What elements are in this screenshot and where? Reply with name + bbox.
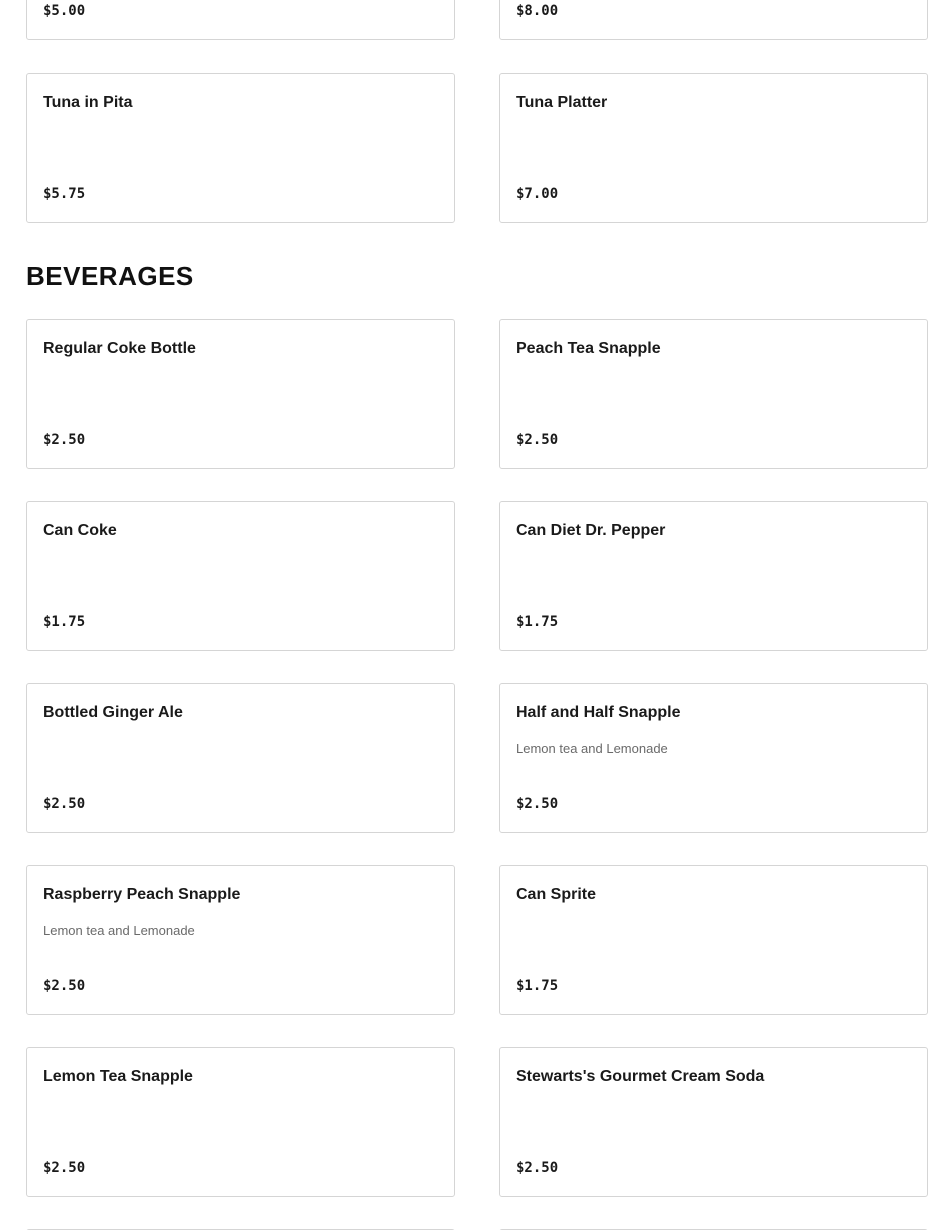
menu-item-card[interactable]	[499, 501, 928, 651]
menu-item-price: $2.50	[43, 978, 86, 994]
menu-item-name: Tuna Platter	[516, 94, 608, 111]
menu-item-card[interactable]	[26, 501, 455, 651]
menu-item-card[interactable]	[499, 683, 928, 833]
menu-item-price: $2.50	[516, 432, 559, 448]
menu-item-name: Tuna in Pita	[43, 94, 133, 111]
menu-item-price: $5.75	[43, 186, 86, 202]
menu-item-card[interactable]	[499, 865, 928, 1015]
menu-item-price: $1.75	[516, 978, 559, 994]
menu-item-card[interactable]	[26, 319, 455, 469]
menu-item-name: Can Sprite	[516, 886, 597, 903]
menu-item-name: Regular Coke Bottle	[43, 340, 196, 357]
menu-item-price: $2.50	[516, 1160, 559, 1176]
menu-item-card[interactable]	[26, 865, 455, 1015]
menu-item-card[interactable]	[499, 319, 928, 469]
menu-item-name: Peach Tea Snapple	[516, 340, 661, 357]
menu-item-name: Can Coke	[43, 522, 117, 539]
menu-item-name: Half and Half Snapple	[516, 704, 681, 721]
menu-item-card[interactable]	[499, 1047, 928, 1197]
menu-item-price: $2.50	[43, 432, 86, 448]
menu-item-description: Lemon tea and Lemonade	[516, 741, 668, 756]
menu-item-price: $8.00	[516, 3, 559, 19]
menu-item-price: $7.00	[516, 186, 559, 202]
menu-item-price: $2.50	[43, 796, 86, 812]
menu-item-price: $2.50	[43, 1160, 86, 1176]
menu-item-card[interactable]	[26, 683, 455, 833]
section-title-beverages: BEVERAGES	[26, 261, 194, 291]
menu-item-name: Raspberry Peach Snapple	[43, 886, 241, 903]
menu-item-price: $1.75	[516, 614, 559, 630]
menu-item-card[interactable]	[499, 0, 928, 40]
menu-item-name: Stewarts's Gourmet Cream Soda	[516, 1068, 765, 1085]
menu-item-price: $5.00	[43, 3, 86, 19]
menu-item-name: Can Diet Dr. Pepper	[516, 522, 666, 539]
menu-item-name: Bottled Ginger Ale	[43, 704, 183, 721]
menu-item-price: $1.75	[43, 614, 86, 630]
menu-item-name: Lemon Tea Snapple	[43, 1068, 193, 1085]
menu-item-card[interactable]	[499, 73, 928, 223]
menu-item-price: $2.50	[516, 796, 559, 812]
menu-item-description: Lemon tea and Lemonade	[43, 923, 195, 938]
menu-item-card[interactable]	[26, 73, 455, 223]
menu-item-card[interactable]	[26, 0, 455, 40]
menu-item-card[interactable]	[26, 1047, 455, 1197]
